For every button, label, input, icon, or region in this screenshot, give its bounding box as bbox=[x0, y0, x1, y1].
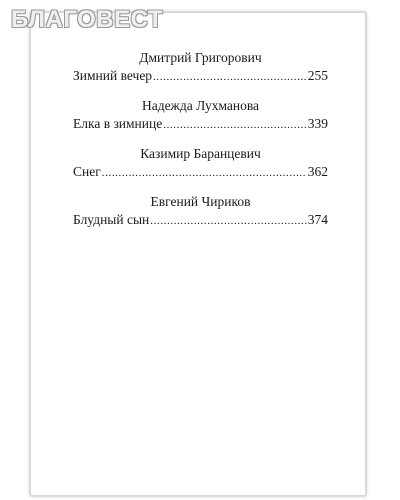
toc-author: Дмитрий Григорович bbox=[139, 50, 262, 65]
table-of-contents bbox=[73, 50, 328, 242]
toc-entry bbox=[73, 194, 328, 242]
toc-leader-dots bbox=[163, 117, 307, 133]
toc-line bbox=[73, 212, 328, 229]
toc-title: Блудный сын bbox=[73, 212, 150, 227]
toc-title: Елка в зимнице bbox=[73, 116, 163, 131]
toc-leader-dots bbox=[153, 69, 307, 85]
toc-line bbox=[73, 116, 328, 133]
toc-title: Снег bbox=[73, 164, 101, 179]
toc-leader-dots bbox=[102, 165, 307, 181]
toc-title: Зимний вечер bbox=[73, 68, 153, 83]
toc-entry bbox=[73, 146, 328, 194]
toc-line bbox=[73, 164, 328, 181]
toc-author: Евгений Чириков bbox=[150, 194, 251, 209]
toc-line bbox=[73, 68, 328, 85]
toc-entry bbox=[73, 50, 328, 98]
toc-author: Казимир Баранцевич bbox=[140, 146, 261, 161]
toc-page-number: 339 bbox=[307, 116, 328, 131]
toc-author: Надежда Лухманова bbox=[141, 98, 260, 113]
toc-page-number: 374 bbox=[307, 212, 328, 227]
toc-page-number: 255 bbox=[307, 68, 328, 83]
toc-page-number: 362 bbox=[307, 164, 328, 179]
toc-entry bbox=[73, 98, 328, 146]
blagovest-watermark: БЛАГОВЕСТ bbox=[11, 6, 164, 33]
toc-leader-dots bbox=[150, 213, 306, 229]
book-page bbox=[30, 12, 366, 496]
